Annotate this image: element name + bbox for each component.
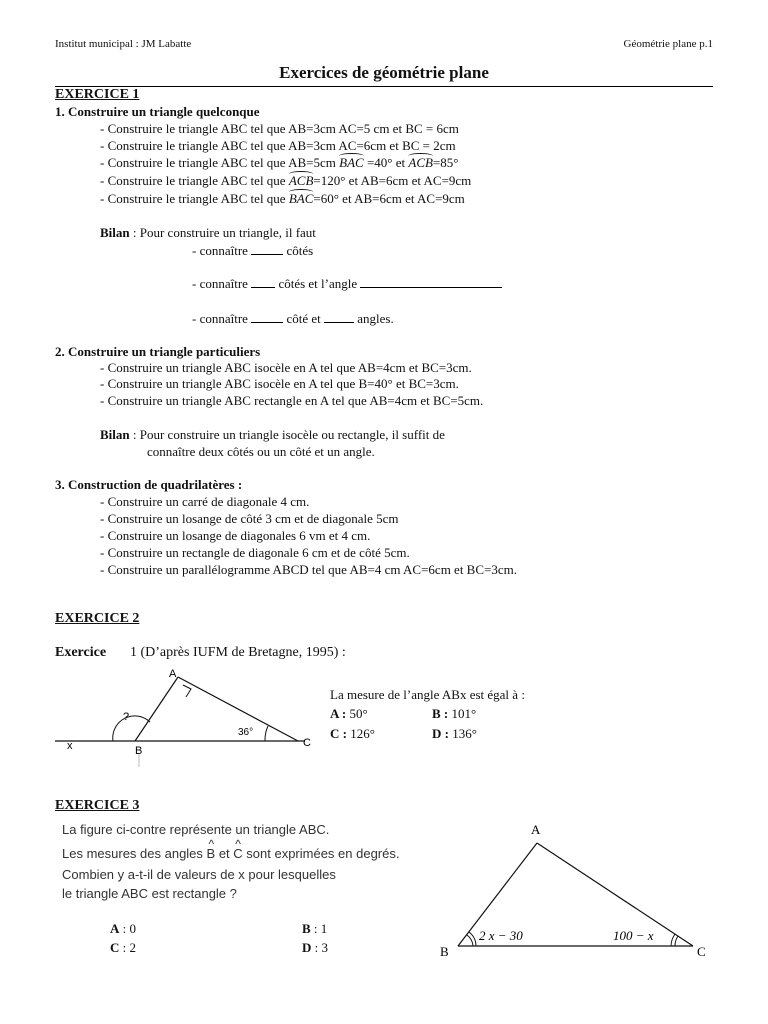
angle-acb: ACB xyxy=(288,173,314,188)
ex1-s1-item-3: - Construire le triangle ABC tel que AB=5cm BAC =40° et ACB=85° xyxy=(100,155,459,170)
ex1-s1-item-4: - Construire le triangle ABC tel que ACB=120° et AB=6cm et AC=9cm xyxy=(100,173,472,188)
side-ba xyxy=(135,677,178,741)
ex1-bilan: Bilan : Pour construire un triangle, il faut xyxy=(100,225,316,240)
fill-blank xyxy=(251,275,275,288)
ex1-bilan-line-3: - connaître côté et angles. xyxy=(192,311,394,326)
ex1-s2-bilan-line-2: connaître deux côtés ou un côté et un angle. xyxy=(147,444,375,459)
angle-acb: ACB xyxy=(408,155,433,170)
fill-blank xyxy=(251,310,283,323)
ex1-s3-item-4: - Construire un rectangle de diagonale 6 cm et de côté 5cm. xyxy=(100,545,410,560)
ex2-choice-d: D : 136° xyxy=(432,726,477,741)
title-rule xyxy=(55,86,713,87)
ex3-line-4: le triangle ABC est rectangle ? xyxy=(62,886,237,901)
ex3-choice-a: A : 0 xyxy=(110,921,137,936)
angle-b-label: 2 x − 30 xyxy=(479,928,523,943)
vertex-c: C xyxy=(303,737,311,749)
ex2-label: Exercice xyxy=(55,645,107,660)
header-left: Institut municipal : JM Labatte xyxy=(55,38,192,50)
ex3-line-1: La figure ci-contre représente un triangle ABC. xyxy=(62,822,330,837)
ex1-s3-title: 3. Construction de quadrilatères : xyxy=(55,477,243,492)
angle-arc-c xyxy=(671,934,675,946)
ex3-line-2: Les mesures des angles ^ B et ^ C sont exprimées en degrés. xyxy=(62,846,399,861)
fill-blank xyxy=(360,275,502,288)
vertex-b: B xyxy=(440,944,449,959)
ex1-bilan-line-2: - connaître côtés et l’angle xyxy=(192,275,502,292)
ex1-s2-bilan: Bilan : Pour construire un triangle isocèle ou rectangle, il suffit de xyxy=(100,427,445,442)
ex1-s1-title: 1. Construire un triangle quelconque xyxy=(55,104,260,119)
vertex-b: B xyxy=(135,745,143,757)
vertex-a: A xyxy=(169,668,177,680)
angle-bac: BAC xyxy=(339,155,364,170)
ex1-s3-item-2: - Construire un losange de côté 3 cm et de diagonale 5cm xyxy=(100,511,399,526)
ex2-choice-a: A : 50° xyxy=(330,706,368,721)
ex1-s1-item-1: - Construire le triangle ABC tel que AB=3cm AC=5 cm et BC = 6cm xyxy=(100,121,459,136)
ex2-choice-b: B : 101° xyxy=(432,706,477,721)
angle-c-label: 36° xyxy=(238,727,254,738)
ex1-s2-item-3: - Construire un triangle ABC rectangle en A tel que AB=4cm et BC=5cm. xyxy=(100,393,484,408)
angle-bac: BAC xyxy=(288,191,314,206)
ex1-bilan-line-1: - connaître côtés xyxy=(192,243,314,258)
ex3-heading: EXERCICE 3 xyxy=(55,798,140,813)
page-title: Exercices de géométrie plane xyxy=(279,63,489,82)
ex2-figure xyxy=(55,665,330,770)
right-angle-mark xyxy=(183,685,191,697)
ex1-s2-title: 2. Construire un triangle particuliers xyxy=(55,344,261,359)
angle-c-label: 100 − x xyxy=(613,928,654,943)
ex2-source: 1 (D’après IUFM de Bretagne, 1995) : xyxy=(130,645,346,660)
ex1-heading: EXERCICE 1 xyxy=(55,87,140,102)
ex3-figure xyxy=(435,818,725,968)
header-right: Géométrie plane p.1 xyxy=(623,38,713,50)
vertex-c: C xyxy=(697,944,706,959)
ex1-s3-item-1: - Construire un carré de diagonale 4 cm. xyxy=(100,494,310,509)
fill-blank xyxy=(324,310,354,323)
ex1-s2-item-2: - Construire un triangle ABC isocèle en A tel que B=40° et BC=3cm. xyxy=(100,376,459,391)
ex3-choice-d: D : 3 xyxy=(302,940,329,955)
ex1-s3-item-3: - Construire un losange de diagonales 6 vm et 4 cm. xyxy=(100,528,371,543)
point-x: x xyxy=(67,740,73,752)
ex1-s3-item-5: - Construire un parallélogramme ABCD tel que AB=4 cm AC=6cm et BC=3cm. xyxy=(100,562,517,577)
ex2-choice-c: C : 126° xyxy=(330,726,375,741)
ex3-choice-b: B : 1 xyxy=(302,921,328,936)
ex1-s1-item-2: - Construire le triangle ABC tel que AB=3cm AC=6cm et BC = 2cm xyxy=(100,138,456,153)
angle-c-symbol: ^ C xyxy=(233,846,242,861)
ex3-line-3: Combien y a-t-il de valeurs de x pour lesquelles xyxy=(62,867,336,882)
angle-b-symbol: ^ B xyxy=(207,846,216,861)
ex3-choice-c: C : 2 xyxy=(110,940,137,955)
ex1-s2-item-1: - Construire un triangle ABC isocèle en A tel que AB=4cm et BC=3cm. xyxy=(100,360,472,375)
ex1-s1-item-5: - Construire le triangle ABC tel que BAC=60° et AB=6cm et AC=9cm xyxy=(100,191,465,206)
vertex-a: A xyxy=(531,822,541,837)
angle-arc-b xyxy=(113,716,150,741)
unknown-angle: ? xyxy=(123,711,130,723)
ex2-question: La mesure de l’angle ABx est égal à : xyxy=(330,687,525,702)
angle-arc-c xyxy=(265,726,268,741)
ex2-heading: EXERCICE 2 xyxy=(55,611,140,626)
fill-blank xyxy=(251,242,283,255)
